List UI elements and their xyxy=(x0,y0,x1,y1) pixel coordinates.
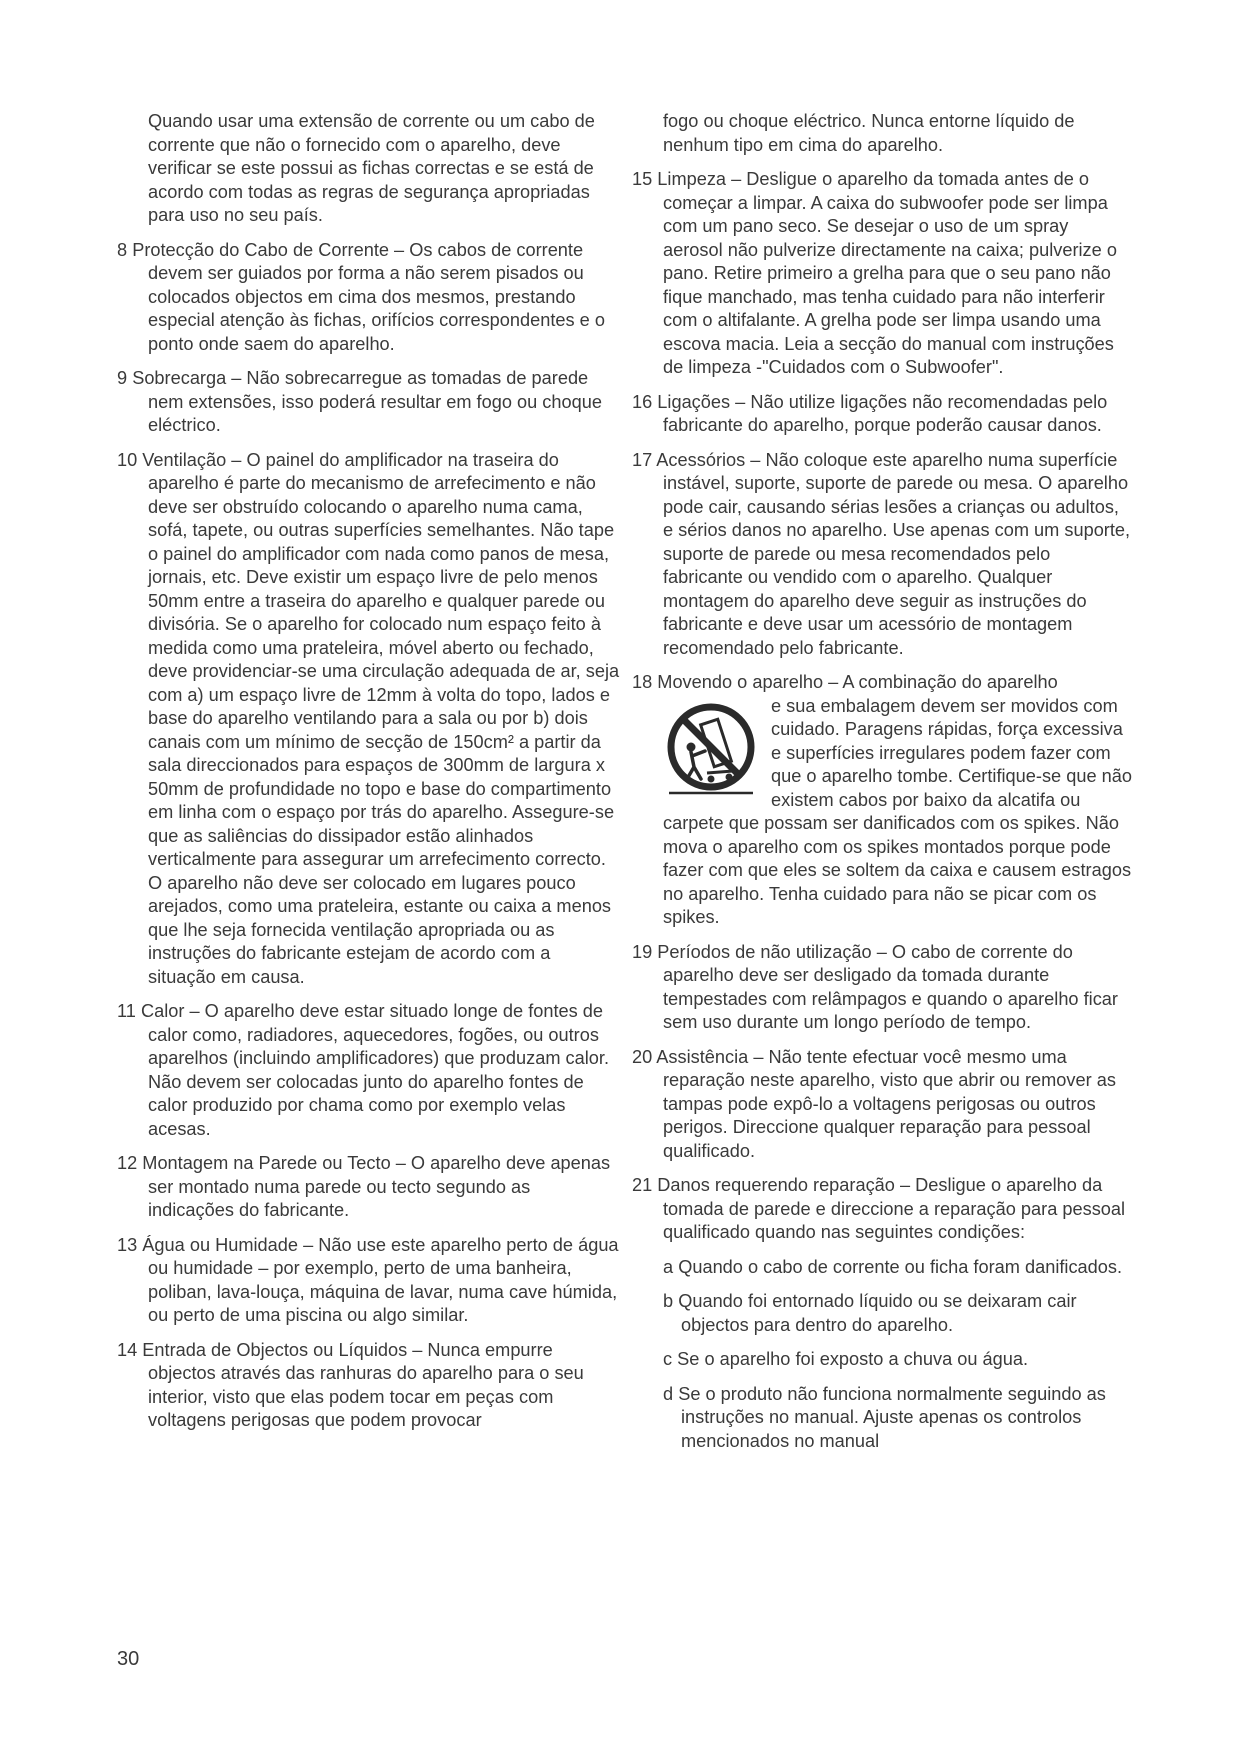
sub-item-letter: c xyxy=(663,1349,673,1369)
sub-item-text: Quando o cabo de corrente ou ficha foram danificados. xyxy=(678,1256,1123,1277)
item-title xyxy=(632,671,1132,695)
list-item xyxy=(632,1046,1132,1164)
list-item xyxy=(632,449,1132,661)
list-item xyxy=(632,168,1132,380)
item-number: 11 xyxy=(117,1001,136,1021)
item-number: 20 xyxy=(632,1046,653,1067)
left-column xyxy=(117,110,620,1444)
sub-item-letter: d xyxy=(663,1383,674,1404)
list-item xyxy=(632,941,1132,1035)
item-text: Ligações – Não utilize ligações não recomendadas pelo fabricante do aparelho, porque poderão causar danos. xyxy=(657,391,1108,435)
list-item xyxy=(632,110,1132,157)
item-title-text: Movendo o aparelho – A combinação do aparelho xyxy=(657,672,1058,692)
item-number: 15 xyxy=(632,169,653,189)
item-text: Danos requerendo reparação – Desligue o aparelho da tomada de parede e direccione a reparação para pessoal qualificado quando nas seguintes condições: xyxy=(657,1175,1126,1242)
item-number: 14 xyxy=(117,1339,138,1360)
item-number: 13 xyxy=(117,1234,138,1255)
item-text: Ventilação – O painel do amplificador na traseira do aparelho é parte do mecanismo de arrefecimento e não deve ser obstruído colocando o aparelho numa cama, sofá, tapete, ou outras superfícies semelhantes. Não tape o painel do amplificador com nada como panos de mesa, jornais, etc. Deve existir um espaço livre de pelo menos 50mm entre a traseira do aparelho e qualquer parede ou divisória. Se o aparelho for colocado num espaço feito à medida como uma prateleira, móvel aberto ou fechado, deve providenciar-se uma circulação adequada de ar, seja com a) um espaço livre de 12mm à volta do topo, lados e base do aparelho ventilando para a sala ou por b) dois canais com um mínimo de secção de 150cm² a partir da sala direccionados para espaços de 300mm de largura x 50mm de profundidade no topo e base do compartimento em linha com o espaço por trás do aparelho. Assegure-se que as saliências do dissipador estão alinhados verticalmente para assegurar um arrefecimento correcto. O aparelho não deve ser colocado em lugares pouco arejados, como uma prateleira, estante ou caixa a menos que lhe seja fornecida ventilação apropriada ou as instruções do fabricante estejam de acordo com a situação em causa. xyxy=(142,449,620,987)
list-item xyxy=(117,367,620,438)
item-text: Assistência – Não tente efectuar você mesmo uma reparação neste aparelho, visto que abrir ou remover as tampas pode expô-lo a voltagens perigosas ou outros perigos. Direccione qualquer reparação para pessoal qualificado. xyxy=(656,1046,1116,1161)
item-text: Sobrecarga – Não sobrecarregue as tomadas de parede nem extensões, isso poderá resultar em fogo ou choque eléctrico. xyxy=(132,368,602,435)
list-item xyxy=(632,391,1132,438)
item-number: 8 xyxy=(117,239,128,260)
sub-item xyxy=(663,1383,1132,1454)
item-number: 21 xyxy=(632,1175,653,1195)
item-number: 12 xyxy=(117,1153,138,1173)
list-item xyxy=(117,449,620,990)
sub-item-letter: b xyxy=(663,1291,674,1311)
list-item xyxy=(117,1152,620,1223)
list-item xyxy=(632,1174,1132,1245)
item-number: 16 xyxy=(632,391,653,412)
item-text: Períodos de não utilização – O cabo de corrente do aparelho deve ser desligado da tomada durante tempestades com relâmpagos e quando o aparelho ficar sem uso durante um longo período de tempo. xyxy=(657,941,1118,1032)
item-number: 19 xyxy=(632,941,653,962)
list-item xyxy=(117,1000,620,1141)
cart-tip-over-warning-icon xyxy=(661,699,761,799)
item-number: 18 xyxy=(632,672,653,692)
item-number: 10 xyxy=(117,449,138,470)
item-text: Água ou Humidade – Não use este aparelho perto de água ou humidade – por exemplo, perto de uma banheira, poliban, lava-louça, máquina de lavar, numa cave húmida, ou perto de uma piscina ou algo similar. xyxy=(142,1234,619,1325)
sub-item xyxy=(663,1256,1132,1280)
item-text: Entrada de Objectos ou Líquidos – Nunca empurre objectos através das ranhuras do aparelho para o seu interior, visto que elas podem tocar em peças com voltagens perigosas que podem provocar xyxy=(142,1339,584,1430)
item-text: e sua embalagem devem ser movidos com cuidado. Paragens rápidas, força excessiva e superfícies irregulares podem fazer com que o aparelho tombe. Certifique-se que não existem cabos por baixo da alcatifa ou carpete que possam ser danificados com os spikes. Não mova o aparelho com os spikes montados porque pode fazer com que eles se soltem da caixa e causem estragos no aparelho. Tenha cuidado para não se picar com os spikes. xyxy=(663,695,1132,927)
item-text: Limpeza – Desligue o aparelho da tomada antes de o começar a limpar. A caixa do subwoofer pode ser limpa com um pano seco. Se desejar o uso de um spray aerosol não pulverize directamente na caixa; pulverize o pano. Retire primeiro a grelha para que o seu pano não fique manchado, mas tenha cuidado para não interferir com o altifalante. A grelha pode ser limpa usando uma escova macia. Leia a secção do manual com instruções de limpeza -"Cuidados com o Subwoofer". xyxy=(657,169,1117,377)
list-item xyxy=(117,1234,620,1328)
sub-item-text: Quando foi entornado líquido ou se deixaram cair objectos para dentro do aparelho. xyxy=(678,1291,1077,1335)
item-text: fogo ou choque eléctrico. Nunca entorne líquido de nenhum tipo em cima do aparelho. xyxy=(663,111,1075,155)
item-number: 9 xyxy=(117,368,128,388)
sub-item xyxy=(663,1290,1132,1337)
sub-item-letter: a xyxy=(663,1256,674,1277)
sub-item-text: Se o aparelho foi exposto a chuva ou água. xyxy=(677,1349,1029,1369)
page-number: 30 xyxy=(117,1648,140,1670)
sub-item-text: Se o produto não funciona normalmente seguindo as instruções no manual. Ajuste apenas os controlos mencionados no manual xyxy=(678,1383,1106,1451)
item-text: Montagem na Parede ou Tecto – O aparelho deve apenas ser montado numa parede ou tecto segundo as indicações do fabricante. xyxy=(142,1153,611,1220)
sub-item xyxy=(663,1348,1132,1372)
item-number: 17 xyxy=(632,449,653,470)
list-item xyxy=(117,1339,620,1433)
list-item-moving xyxy=(632,671,1132,930)
item-text: Acessórios – Não coloque este aparelho numa superfície instável, suporte, suporte de parede ou mesa. O aparelho pode cair, causando sérias lesões a crianças ou adultos, e sérios danos no aparelho. Use apenas com um suporte, suporte de parede ou mesa recomendados pelo fabricante ou vendido com o aparelho. Qualquer montagem do aparelho deve seguir as instruções do fabricante e deve usar um acessório de montagem recomendado pelo fabricante. xyxy=(656,449,1131,658)
item-text: Protecção do Cabo de Corrente – Os cabos de corrente devem ser guiados por forma a não serem pisados ou colocados objectos em cima dos mesmos, prestando especial atenção às fichas, orifícios correspondentes e o ponto onde saem do aparelho. xyxy=(132,239,605,354)
item-text: Quando usar uma extensão de corrente ou um cabo de corrente que não o fornecido com o aparelho, deve verificar se este possui as fichas correctas e se está de acordo com todas as regras de segurança apropriadas para uso no seu país. xyxy=(148,111,595,225)
list-item xyxy=(117,239,620,357)
list-item xyxy=(117,110,620,228)
right-column xyxy=(632,110,1132,1464)
item-text: Calor – O aparelho deve estar situado longe de fontes de calor como, radiadores, aquecedores, fogões, ou outros aparelhos (incluindo amplificadores) que produzam calor. Não devem ser colocadas junto do aparelho fontes de calor produzido por chama como por exemplo velas acesas. xyxy=(140,1001,610,1139)
